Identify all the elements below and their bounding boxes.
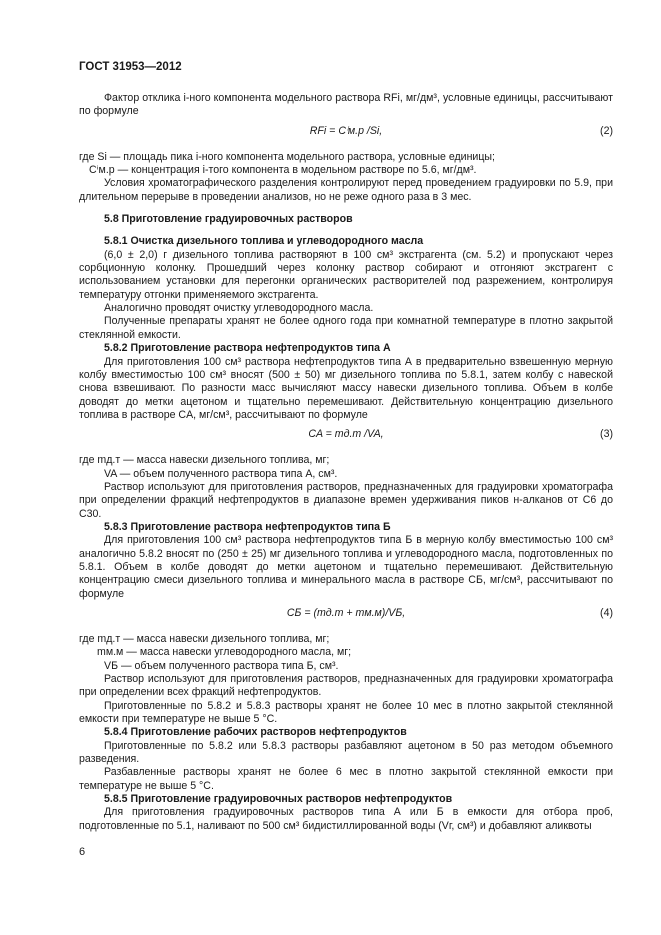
subsection-heading: 5.8.2 Приготовление раствора нефтепродуктов типа А — [104, 342, 391, 355]
definition-line: mм.м — масса навески углеводородного масла, мг; — [97, 646, 352, 659]
paragraph: Для приготовления 100 см³ раствора нефтепродуктов типа А в предварительно взвешенную мерную колбу вместимостью 100 см³ вносят (500 ± 50) мг дизельного топлива по 5.8.1, затем колбу с навеской снова взвешивают. По разности масс вычисляют массу навески дизельного топлива. Объем в колбе доводят до метки ацетоном и тщательно перемешивают. Действительную концентрацию дизельного топлива в растворе CA, мг/см³, рассчитывают по формуле — [79, 355, 613, 421]
page-number: 6 — [79, 846, 86, 858]
formula-2 — [79, 125, 613, 145]
subsection-heading: 5.8.5 Приготовление градуировочных растворов нефтепродуктов — [104, 793, 453, 806]
paragraph: Фактор отклика i-ного компонента модельного раствора RFi, мг/дм³, условные единицы, рассчитывают по формуле — [79, 92, 613, 118]
paragraph: Для приготовления градуировочных растворов типа А или Б в емкости для отбора проб, подготовленные по 5.1, наливают по 500 см³ бидистиллированной воды (Vг, см³) и добавляют аликвоты — [79, 806, 613, 832]
formula-3 — [79, 428, 613, 448]
definition-line: VБ — объем полученного раствора типа Б, см³. — [104, 659, 339, 672]
paragraph: Раствор используют для приготовления растворов, предназначенных для градуировки хроматографа при определении всех фракций нефтепродуктов. — [79, 673, 613, 699]
paragraph: Приготовленные по 5.8.2 или 5.8.3 растворы разбавляют ацетоном в 50 раз методом объемного разведения. — [79, 739, 613, 766]
paragraph: Разбавленные растворы хранят не более 6 мес в плотно закрытой стеклянной емкости при температуре не выше 5 °С. — [79, 766, 613, 792]
paragraph: Приготовленные по 5.8.2 и 5.8.3 растворы хранят не более 10 мес в плотно закрытой стеклянной емкости при температуре не выше 5 °С. — [79, 699, 613, 726]
subsection-heading: 5.8.1 Очистка дизельного топлива и углеводородного масла — [104, 235, 424, 248]
formula-number: (3) — [600, 428, 613, 441]
document-header: ГОСТ 31953—2012 — [79, 61, 182, 73]
paragraph: Условия хроматографического разделения контролируют перед проведением градуировки по 5.9, при длительном перерыве в проведении анализов, но не реже одного раза в 3 мес. — [79, 177, 613, 203]
formula-text: CA = mд.т /VA, — [308, 428, 384, 441]
formula-text: RFi = Cⁱм.р /Si, — [309, 124, 383, 137]
paragraph: Раствор используют для приготовления растворов, предназначенных для градуировки хроматографа при определении фракций нефтепродуктов в диапазоне времен удерживания пиков н-алканов от C6 до C30. — [79, 480, 613, 520]
paragraph: (6,0 ± 2,0) г дизельного топлива растворяют в 100 см³ экстрагента (см. 5.2) и пропускают через сорбционную колонку. Прошедший через колонку раствор собирают и отгоняют экстрагент с использованием установки для перегонки органических растворителей под разрежением, контролируя температуру отгонки применяемого экстрагента. — [79, 248, 613, 301]
definition-line: где mд.т — масса навески дизельного топлива, мг; — [79, 633, 330, 645]
formula-4 — [79, 607, 613, 627]
definition-line: Cⁱм.р — концентрация i-того компонента в модельном растворе по 5.6, мг/дм³. — [89, 164, 477, 177]
subsection-heading: 5.8.3 Приготовление раствора нефтепродуктов типа Б — [104, 520, 391, 533]
paragraph: Аналогично проводят очистку углеводородного масла. — [104, 302, 374, 315]
paragraph: Полученные препараты хранят не более одного года при комнатной температуре в плотно закрытой стеклянной емкости. — [79, 315, 613, 341]
formula-number: (2) — [600, 124, 613, 137]
paragraph: Для приготовления 100 см³ раствора нефтепродуктов типа Б в мерную колбу вместимостью 100 см³ аналогично 5.8.2 вносят по (250 ± 25) мг дизельного топлива и углеводородного масла, подготовленных по 5.8.1. Объем в колбе доводят до метки ацетоном и тщательно перемешивают. Действительную концентрацию смеси дизельного топлива и минерального масла в растворе CБ, мг/см³, рассчитывают по формуле — [79, 534, 613, 600]
definition-line: где Si — площадь пика i-ного компонента модельного раствора, условные единицы; — [79, 150, 495, 163]
definition-line: где mд.т — масса навески дизельного топлива, мг; — [79, 454, 330, 467]
formula-text: CБ = (mд.т + mм.м)/VБ, — [286, 607, 406, 619]
subsection-heading: 5.8.4 Приготовление рабочих растворов нефтепродуктов — [104, 726, 407, 739]
definition-line: VA — объем полученного раствора типа А, см³. — [104, 467, 338, 480]
formula-number: (4) — [600, 607, 613, 619]
section-heading: 5.8 Приготовление градуировочных растворов — [104, 213, 353, 226]
document-body — [79, 92, 613, 833]
